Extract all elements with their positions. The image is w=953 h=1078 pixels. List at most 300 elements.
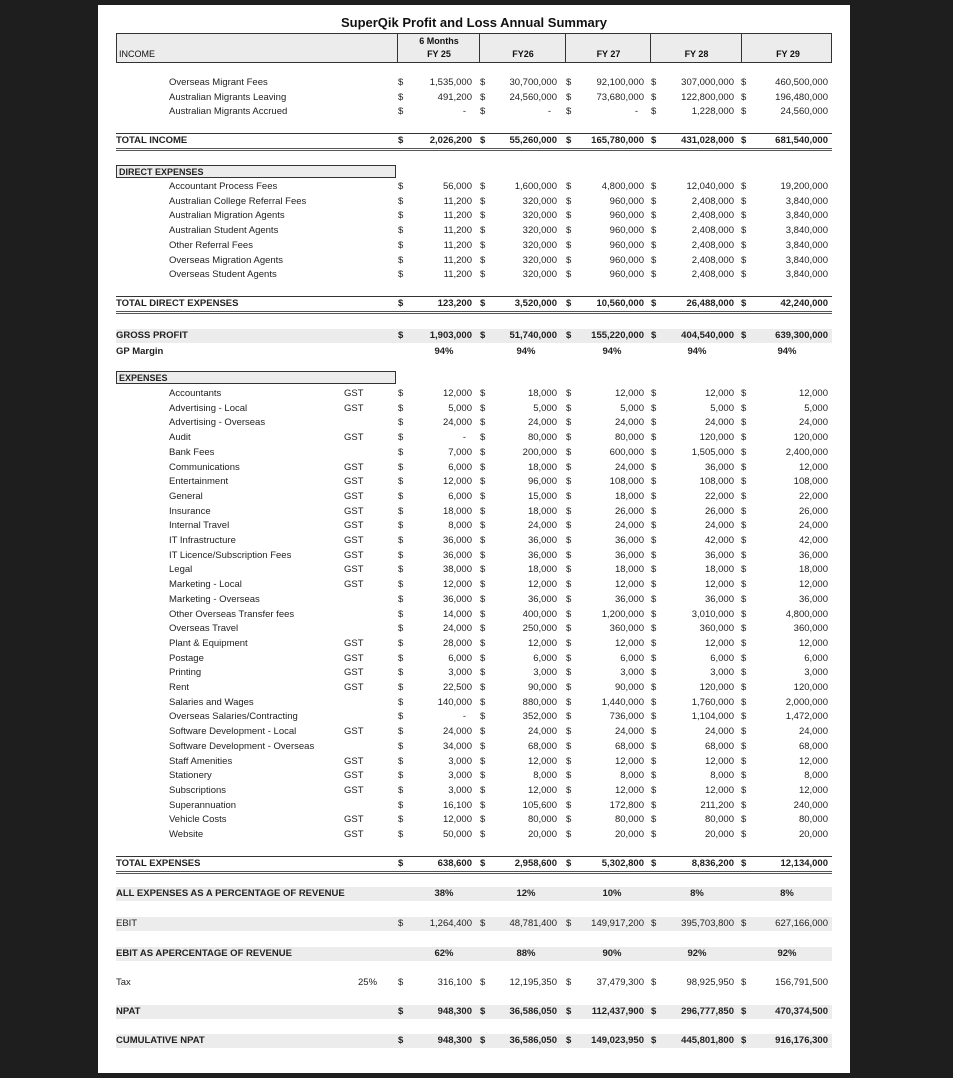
amount-cell xyxy=(398,917,472,931)
amount-cell xyxy=(566,387,644,401)
currency-symbol: $ xyxy=(398,77,404,88)
expense-row xyxy=(116,446,832,460)
amount-cell xyxy=(566,725,644,739)
row-label: Australian College Referral Fees xyxy=(169,195,307,207)
amount-cell xyxy=(651,268,734,282)
currency-symbol: $ xyxy=(566,799,572,811)
currency-symbol: $ xyxy=(398,579,404,591)
row-label: Accountants xyxy=(169,388,222,399)
amount-value: 8,000 xyxy=(710,770,734,782)
currency-symbol: $ xyxy=(741,106,747,118)
amount-cell xyxy=(651,755,734,769)
amount-value: 12,000 xyxy=(798,637,828,649)
amount-value: 6,000 xyxy=(448,461,472,473)
amount-value: 24,000 xyxy=(614,417,644,429)
currency-symbol: $ xyxy=(398,181,404,192)
expenses-heading: EXPENSES xyxy=(116,371,396,384)
amount-value: 600,000 xyxy=(609,446,644,458)
amount-value: 24,000 xyxy=(527,520,557,532)
currency-symbol: $ xyxy=(398,682,404,693)
currency-symbol: $ xyxy=(566,977,572,988)
column-label: FY 25 xyxy=(427,49,451,59)
amount-cell xyxy=(741,563,828,577)
row-label: Communications xyxy=(169,461,240,473)
amount-value: 18,000 xyxy=(527,388,557,399)
amount-cell xyxy=(398,134,472,148)
amount-value: 36,000 xyxy=(798,549,828,561)
amount-value: 12,000 xyxy=(614,579,644,591)
amount-cell xyxy=(480,725,557,739)
amount-value: 1,903,000 xyxy=(429,330,472,341)
amount-cell xyxy=(741,755,828,769)
amount-cell xyxy=(398,549,472,563)
amount-value: 42,000 xyxy=(704,535,734,546)
amount-cell xyxy=(398,505,472,519)
amount-value: 3,840,000 xyxy=(785,225,828,237)
currency-symbol: $ xyxy=(398,476,404,488)
amount-value: 960,000 xyxy=(609,254,644,266)
currency-symbol: $ xyxy=(398,829,404,840)
amount-value: - xyxy=(547,106,551,118)
amount-cell xyxy=(398,593,472,607)
row-label: Overseas Migration Agents xyxy=(169,254,284,266)
amount-value: 395,703,800 xyxy=(681,918,734,929)
amount-value: 5,302,800 xyxy=(601,858,644,869)
amount-cell xyxy=(480,505,557,519)
currency-symbol: $ xyxy=(566,505,572,517)
amount-cell xyxy=(741,799,828,813)
expenses-percent-row xyxy=(116,887,832,901)
amount-cell xyxy=(741,784,828,798)
amount-cell xyxy=(566,740,644,754)
currency-symbol: $ xyxy=(741,210,747,222)
amount-cell xyxy=(651,725,734,739)
amount-cell xyxy=(651,696,734,710)
currency-symbol: $ xyxy=(566,564,572,576)
currency-symbol: $ xyxy=(398,608,404,620)
amount-value: 320,000 xyxy=(522,254,557,266)
currency-symbol: $ xyxy=(741,505,747,517)
tax-row xyxy=(116,976,832,990)
amount-cell xyxy=(566,637,644,651)
amount-value: 460,500,000 xyxy=(775,77,828,88)
amount-value: 24,000 xyxy=(527,726,557,738)
currency-symbol: $ xyxy=(480,740,486,752)
row-label: Staff Amenities xyxy=(169,755,233,767)
currency-symbol: $ xyxy=(741,225,747,237)
amount-cell xyxy=(741,1005,828,1019)
currency-symbol: $ xyxy=(741,77,747,88)
amount-value: 18,000 xyxy=(527,505,557,517)
document-title: SuperQik Profit and Loss Annual Summary xyxy=(340,15,608,30)
currency-symbol: $ xyxy=(741,858,747,869)
percent-value: 92% xyxy=(687,948,707,959)
row-label: Advertising - Local xyxy=(169,402,248,414)
amount-value: 11,200 xyxy=(443,254,472,266)
amount-cell xyxy=(398,431,472,445)
amount-value: 80,000 xyxy=(527,814,557,826)
amount-cell xyxy=(741,490,828,504)
currency-symbol: $ xyxy=(398,254,404,266)
amount-cell xyxy=(398,91,472,105)
amount-value: 960,000 xyxy=(609,239,644,251)
amount-cell xyxy=(651,563,734,577)
currency-symbol: $ xyxy=(480,195,486,207)
amount-value: 92,100,000 xyxy=(596,77,644,88)
currency-symbol: $ xyxy=(741,476,747,488)
amount-value: 3,840,000 xyxy=(785,239,828,251)
amount-value: 18,000 xyxy=(527,564,557,576)
column-subheader: 6 Months xyxy=(419,36,459,46)
amount-cell xyxy=(651,828,734,842)
currency-symbol: $ xyxy=(741,726,747,738)
amount-value: 90,000 xyxy=(614,682,644,693)
amount-value: 8,000 xyxy=(448,520,472,532)
currency-symbol: $ xyxy=(651,711,657,723)
amount-value: 3,000 xyxy=(448,770,472,782)
amount-value: 26,488,000 xyxy=(686,298,734,309)
amount-value: 24,000 xyxy=(704,726,734,738)
currency-symbol: $ xyxy=(651,91,657,103)
amount-value: 2,026,200 xyxy=(429,135,472,146)
amount-cell xyxy=(741,431,828,445)
row-label: Marketing - Overseas xyxy=(169,593,260,605)
amount-value: 12,195,350 xyxy=(509,977,557,988)
amount-cell xyxy=(480,1034,557,1048)
currency-symbol: $ xyxy=(398,210,404,222)
amount-value: 68,000 xyxy=(704,740,734,752)
direct-expense-row xyxy=(116,254,832,268)
currency-symbol: $ xyxy=(651,696,657,708)
column-header-4 xyxy=(650,34,742,62)
currency-symbol: $ xyxy=(566,1035,572,1046)
amount-value: 12,000 xyxy=(614,755,644,767)
amount-cell xyxy=(480,446,557,460)
amount-value: 24,000 xyxy=(614,726,644,738)
currency-symbol: $ xyxy=(741,755,747,767)
currency-symbol: $ xyxy=(398,858,404,869)
amount-cell xyxy=(566,857,644,871)
amount-value: 2,408,000 xyxy=(691,254,734,266)
amount-cell xyxy=(398,416,472,430)
currency-symbol: $ xyxy=(741,239,747,251)
expense-row xyxy=(116,416,832,430)
expense-row xyxy=(116,534,832,548)
currency-symbol: $ xyxy=(398,535,404,546)
amount-cell xyxy=(566,254,644,268)
amount-value: 56,000 xyxy=(442,181,472,192)
currency-symbol: $ xyxy=(480,1035,486,1046)
amount-cell xyxy=(741,239,828,253)
amount-value: 3,520,000 xyxy=(514,298,557,309)
currency-symbol: $ xyxy=(651,579,657,591)
amount-value: 638,600 xyxy=(437,858,472,869)
expense-row xyxy=(116,608,832,622)
currency-symbol: $ xyxy=(398,446,404,458)
expense-row xyxy=(116,505,832,519)
amount-value: 156,791,500 xyxy=(775,977,828,988)
amount-cell xyxy=(398,813,472,827)
amount-cell xyxy=(398,710,472,724)
row-label: Australian Migration Agents xyxy=(169,210,285,222)
ebit-row xyxy=(116,917,832,931)
currency-symbol: $ xyxy=(398,814,404,826)
currency-symbol: $ xyxy=(566,77,572,88)
percent-value: 62% xyxy=(434,948,454,959)
amount-cell xyxy=(741,105,828,119)
amount-value: 12,000 xyxy=(798,755,828,767)
amount-value: 196,480,000 xyxy=(775,91,828,103)
amount-cell xyxy=(741,402,828,416)
amount-value: 24,000 xyxy=(442,623,472,635)
amount-value: 155,220,000 xyxy=(591,330,644,341)
amount-value: 20,000 xyxy=(614,829,644,840)
amount-value: 681,540,000 xyxy=(775,135,828,146)
currency-symbol: $ xyxy=(741,1006,747,1017)
amount-value: 36,000 xyxy=(442,593,472,605)
amount-cell xyxy=(651,387,734,401)
currency-symbol: $ xyxy=(651,432,657,444)
amount-cell xyxy=(566,91,644,105)
currency-symbol: $ xyxy=(398,549,404,561)
currency-symbol: $ xyxy=(741,254,747,266)
amount-cell xyxy=(651,195,734,209)
currency-symbol: $ xyxy=(651,195,657,207)
currency-symbol: $ xyxy=(398,135,404,146)
currency-symbol: $ xyxy=(566,696,572,708)
expense-row xyxy=(116,666,832,680)
currency-symbol: $ xyxy=(480,977,486,988)
currency-symbol: $ xyxy=(651,476,657,488)
direct-expense-row xyxy=(116,195,832,209)
expense-row xyxy=(116,519,832,533)
amount-cell xyxy=(398,622,472,636)
amount-cell xyxy=(398,769,472,783)
amount-cell xyxy=(566,593,644,607)
amount-value: 12,000 xyxy=(614,388,644,399)
amount-value: 12,000 xyxy=(527,784,557,796)
amount-cell xyxy=(651,637,734,651)
currency-symbol: $ xyxy=(651,829,657,840)
currency-symbol: $ xyxy=(480,579,486,591)
amount-value: 3,840,000 xyxy=(785,269,828,281)
currency-symbol: $ xyxy=(398,696,404,708)
gst-flag: GST xyxy=(344,520,364,532)
currency-symbol: $ xyxy=(741,918,747,929)
currency-symbol: $ xyxy=(741,417,747,429)
amount-value: 8,000 xyxy=(620,770,644,782)
amount-cell xyxy=(398,224,472,238)
amount-cell xyxy=(741,593,828,607)
currency-symbol: $ xyxy=(566,181,572,192)
amount-value: 28,000 xyxy=(442,637,472,649)
currency-symbol: $ xyxy=(480,858,486,869)
amount-cell xyxy=(651,784,734,798)
amount-value: 20,000 xyxy=(798,829,828,840)
currency-symbol: $ xyxy=(651,417,657,429)
amount-value: 1,760,000 xyxy=(691,696,734,708)
currency-symbol: $ xyxy=(480,520,486,532)
amount-value: 12,000 xyxy=(704,755,734,767)
currency-symbol: $ xyxy=(566,298,572,309)
gst-flag: GST xyxy=(344,549,364,561)
currency-symbol: $ xyxy=(480,298,486,309)
currency-symbol: $ xyxy=(566,918,572,929)
column-header-1 xyxy=(397,34,480,62)
amount-value: 24,000 xyxy=(442,417,472,429)
amount-cell xyxy=(566,239,644,253)
currency-symbol: $ xyxy=(651,106,657,118)
amount-value: 360,000 xyxy=(793,623,828,635)
currency-symbol: $ xyxy=(398,593,404,605)
amount-cell xyxy=(741,505,828,519)
currency-symbol: $ xyxy=(480,239,486,251)
amount-value: 5,000 xyxy=(620,402,644,414)
amount-cell xyxy=(480,917,557,931)
amount-cell xyxy=(398,387,472,401)
amount-value: 80,000 xyxy=(614,432,644,444)
currency-symbol: $ xyxy=(566,417,572,429)
amount-cell xyxy=(566,1034,644,1048)
amount-cell xyxy=(480,857,557,871)
amount-value: 12,000 xyxy=(442,814,472,826)
direct-expense-row xyxy=(116,268,832,282)
currency-symbol: $ xyxy=(480,225,486,237)
expense-row xyxy=(116,475,832,489)
amount-value: 960,000 xyxy=(609,195,644,207)
amount-cell xyxy=(566,799,644,813)
amount-value: 36,000 xyxy=(704,549,734,561)
amount-value: 3,010,000 xyxy=(691,608,734,620)
amount-cell xyxy=(566,578,644,592)
amount-cell xyxy=(651,740,734,754)
amount-value: 916,176,300 xyxy=(775,1035,828,1046)
amount-cell xyxy=(741,461,828,475)
row-label: ALL EXPENSES AS A PERCENTAGE OF REVENUE xyxy=(116,888,345,899)
amount-cell xyxy=(651,666,734,680)
currency-symbol: $ xyxy=(741,977,747,988)
amount-value: 120,000 xyxy=(699,682,734,693)
row-label: Australian Migrants Accrued xyxy=(169,106,288,118)
currency-symbol: $ xyxy=(651,784,657,796)
amount-cell xyxy=(566,329,644,343)
currency-symbol: $ xyxy=(741,652,747,664)
amount-cell xyxy=(741,725,828,739)
currency-symbol: $ xyxy=(741,579,747,591)
amount-cell xyxy=(651,917,734,931)
currency-symbol: $ xyxy=(398,269,404,281)
amount-cell xyxy=(398,475,472,489)
amount-value: 12,040,000 xyxy=(686,181,734,192)
amount-cell xyxy=(398,402,472,416)
currency-symbol: $ xyxy=(480,254,486,266)
amount-cell xyxy=(651,461,734,475)
amount-value: 4,800,000 xyxy=(601,181,644,192)
currency-symbol: $ xyxy=(566,239,572,251)
currency-symbol: $ xyxy=(741,740,747,752)
column-label: FY 27 xyxy=(596,49,621,59)
amount-cell xyxy=(398,519,472,533)
amount-value: 211,200 xyxy=(700,799,734,811)
amount-value: 470,374,500 xyxy=(775,1006,828,1017)
amount-value: 320,000 xyxy=(522,225,557,237)
currency-symbol: $ xyxy=(651,814,657,826)
amount-value: 12,000 xyxy=(527,755,557,767)
currency-symbol: $ xyxy=(651,637,657,649)
row-label: Other Overseas Transfer fees xyxy=(169,608,295,620)
amount-value: 431,028,000 xyxy=(681,135,734,146)
amount-cell xyxy=(651,505,734,519)
amount-value: 36,000 xyxy=(527,549,557,561)
currency-symbol: $ xyxy=(566,726,572,738)
row-label: Insurance xyxy=(169,505,211,517)
direct-expense-row xyxy=(116,209,832,223)
amount-cell xyxy=(398,681,472,695)
amount-cell xyxy=(480,534,557,548)
currency-symbol: $ xyxy=(651,388,657,399)
currency-symbol: $ xyxy=(651,652,657,664)
direct-expense-row xyxy=(116,239,832,253)
currency-symbol: $ xyxy=(566,652,572,664)
expense-row xyxy=(116,431,832,445)
percent-value: 12% xyxy=(516,888,536,899)
amount-value: 108,000 xyxy=(699,476,734,488)
amount-cell xyxy=(480,329,557,343)
amount-cell xyxy=(651,976,734,990)
amount-cell xyxy=(741,387,828,401)
amount-value: 8,000 xyxy=(804,770,828,782)
amount-cell xyxy=(398,209,472,223)
amount-cell xyxy=(480,769,557,783)
amount-value: 12,000 xyxy=(527,579,557,591)
amount-cell xyxy=(741,254,828,268)
gst-flag: GST xyxy=(344,652,364,664)
amount-cell xyxy=(741,180,828,194)
amount-value: 11,200 xyxy=(443,195,472,207)
currency-symbol: $ xyxy=(480,461,486,473)
currency-symbol: $ xyxy=(741,829,747,840)
amount-cell xyxy=(480,268,557,282)
gst-flag: GST xyxy=(344,682,364,693)
currency-symbol: $ xyxy=(651,770,657,782)
row-label: Subscriptions xyxy=(169,784,227,796)
amount-cell xyxy=(566,461,644,475)
amount-cell xyxy=(480,105,557,119)
currency-symbol: $ xyxy=(480,330,486,341)
currency-symbol: $ xyxy=(651,490,657,502)
currency-symbol: $ xyxy=(398,623,404,635)
amount-value: 18,000 xyxy=(614,490,644,502)
amount-cell xyxy=(566,696,644,710)
row-label: IT Infrastructure xyxy=(169,535,236,546)
row-label: Audit xyxy=(169,432,191,444)
amount-cell xyxy=(398,180,472,194)
amount-value: 1,440,000 xyxy=(601,696,644,708)
amount-value: 24,000 xyxy=(614,520,644,532)
amount-cell xyxy=(398,329,472,343)
amount-cell xyxy=(566,755,644,769)
amount-value: 18,000 xyxy=(527,461,557,473)
expense-row xyxy=(116,725,832,739)
amount-value: 1,505,000 xyxy=(691,446,734,458)
amount-cell xyxy=(651,402,734,416)
amount-value: 2,408,000 xyxy=(691,269,734,281)
currency-symbol: $ xyxy=(651,682,657,693)
amount-value: 5,000 xyxy=(448,402,472,414)
amount-value: 5,000 xyxy=(533,402,557,414)
amount-value: 12,000 xyxy=(798,579,828,591)
amount-cell xyxy=(480,799,557,813)
